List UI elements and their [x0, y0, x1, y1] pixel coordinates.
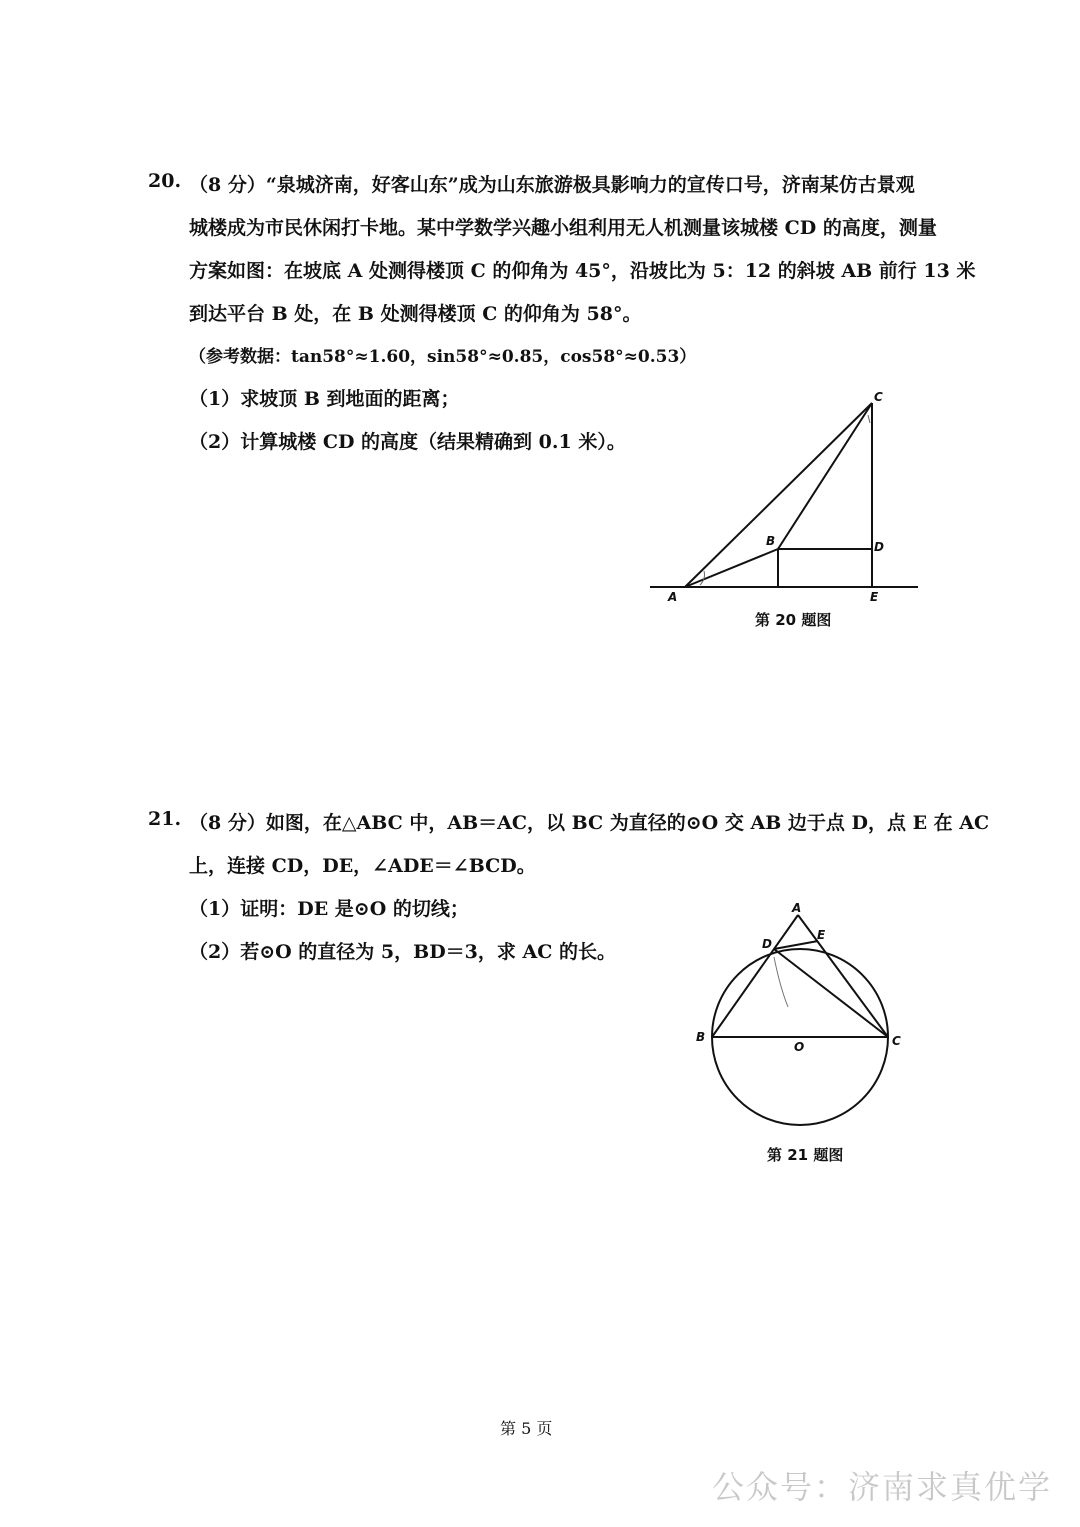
q21-part-1: （1）证明：DE 是⊙O 的切线； [189, 898, 469, 920]
q20-label-b: B [766, 534, 776, 548]
q20-line-2: 城楼成为市民休闲打卡地。某中学数学兴趣小组利用无人机测量该城楼 CD 的高度，测量 [189, 217, 937, 239]
q21-line-cd [774, 949, 888, 1037]
q20-line-3: 方案如图：在坡底 A 处测得楼顶 C 的仰角为 45°，沿坡比为 5：12 的斜坡 AB 前行 13 米 [189, 260, 976, 282]
q20-label-a: A [668, 590, 678, 604]
q21-line-1: （8 分）如图，在△ABC 中，AB＝AC，以 BC 为直径的⊙O 交 AB 边于点 D，点 E 在 AC [189, 812, 990, 834]
q20-figure [640, 385, 930, 615]
q21-line-ac [798, 915, 888, 1037]
q21-figure-caption: 第 21 题图 [767, 1146, 844, 1164]
q21-number: 21. [148, 808, 182, 830]
q21-label-b: B [696, 1030, 706, 1044]
page-number: 第 5 页 [500, 1419, 553, 1438]
q20-part-2: （2）计算城楼 CD 的高度（结果精确到 0.1 米）。 [189, 431, 626, 453]
q21-label-e: E [817, 928, 826, 942]
q20-part-1: （1）求坡顶 B 到地面的距离； [189, 388, 460, 410]
q20-figure-caption: 第 20 题图 [755, 611, 832, 629]
watermark-text: 公众号：济南求真优学 [712, 1468, 1053, 1506]
q20-label-d: D [874, 540, 884, 554]
q20-label-e: E [870, 590, 879, 604]
q20-number: 20. [148, 170, 182, 192]
q21-scribble-mark [774, 957, 788, 1007]
q20-reference-data: （参考数据：tan58°≈1.60，sin58°≈0.85，cos58°≈0.53） [189, 347, 697, 367]
q21-part-2: （2）若⊙O 的直径为 5，BD＝3，求 AC 的长。 [189, 941, 616, 963]
q21-label-o: O [794, 1040, 805, 1054]
q20-slope-ab [685, 549, 778, 587]
q21-line-ab [712, 915, 798, 1037]
q21-line-de [774, 941, 818, 949]
q21-line-2: 上，连接 CD，DE，∠ADE＝∠BCD。 [189, 855, 536, 877]
q20-angle-mark-c [868, 415, 870, 423]
q21-label-c: C [892, 1034, 901, 1048]
q21-figure [690, 895, 920, 1135]
q20-line-bc [778, 403, 872, 549]
q20-line-1: （8 分）“泉城济南，好客山东”成为山东旅游极具影响力的宣传口号，济南某仿古景观 [189, 174, 915, 196]
q20-label-c: C [874, 390, 883, 404]
q20-line-4: 到达平台 B 处，在 B 处测得楼顶 C 的仰角为 58°。 [189, 303, 642, 325]
q21-label-d: D [762, 937, 772, 951]
q21-label-a: A [792, 901, 802, 915]
q20-angle-mark-a [700, 571, 705, 585]
